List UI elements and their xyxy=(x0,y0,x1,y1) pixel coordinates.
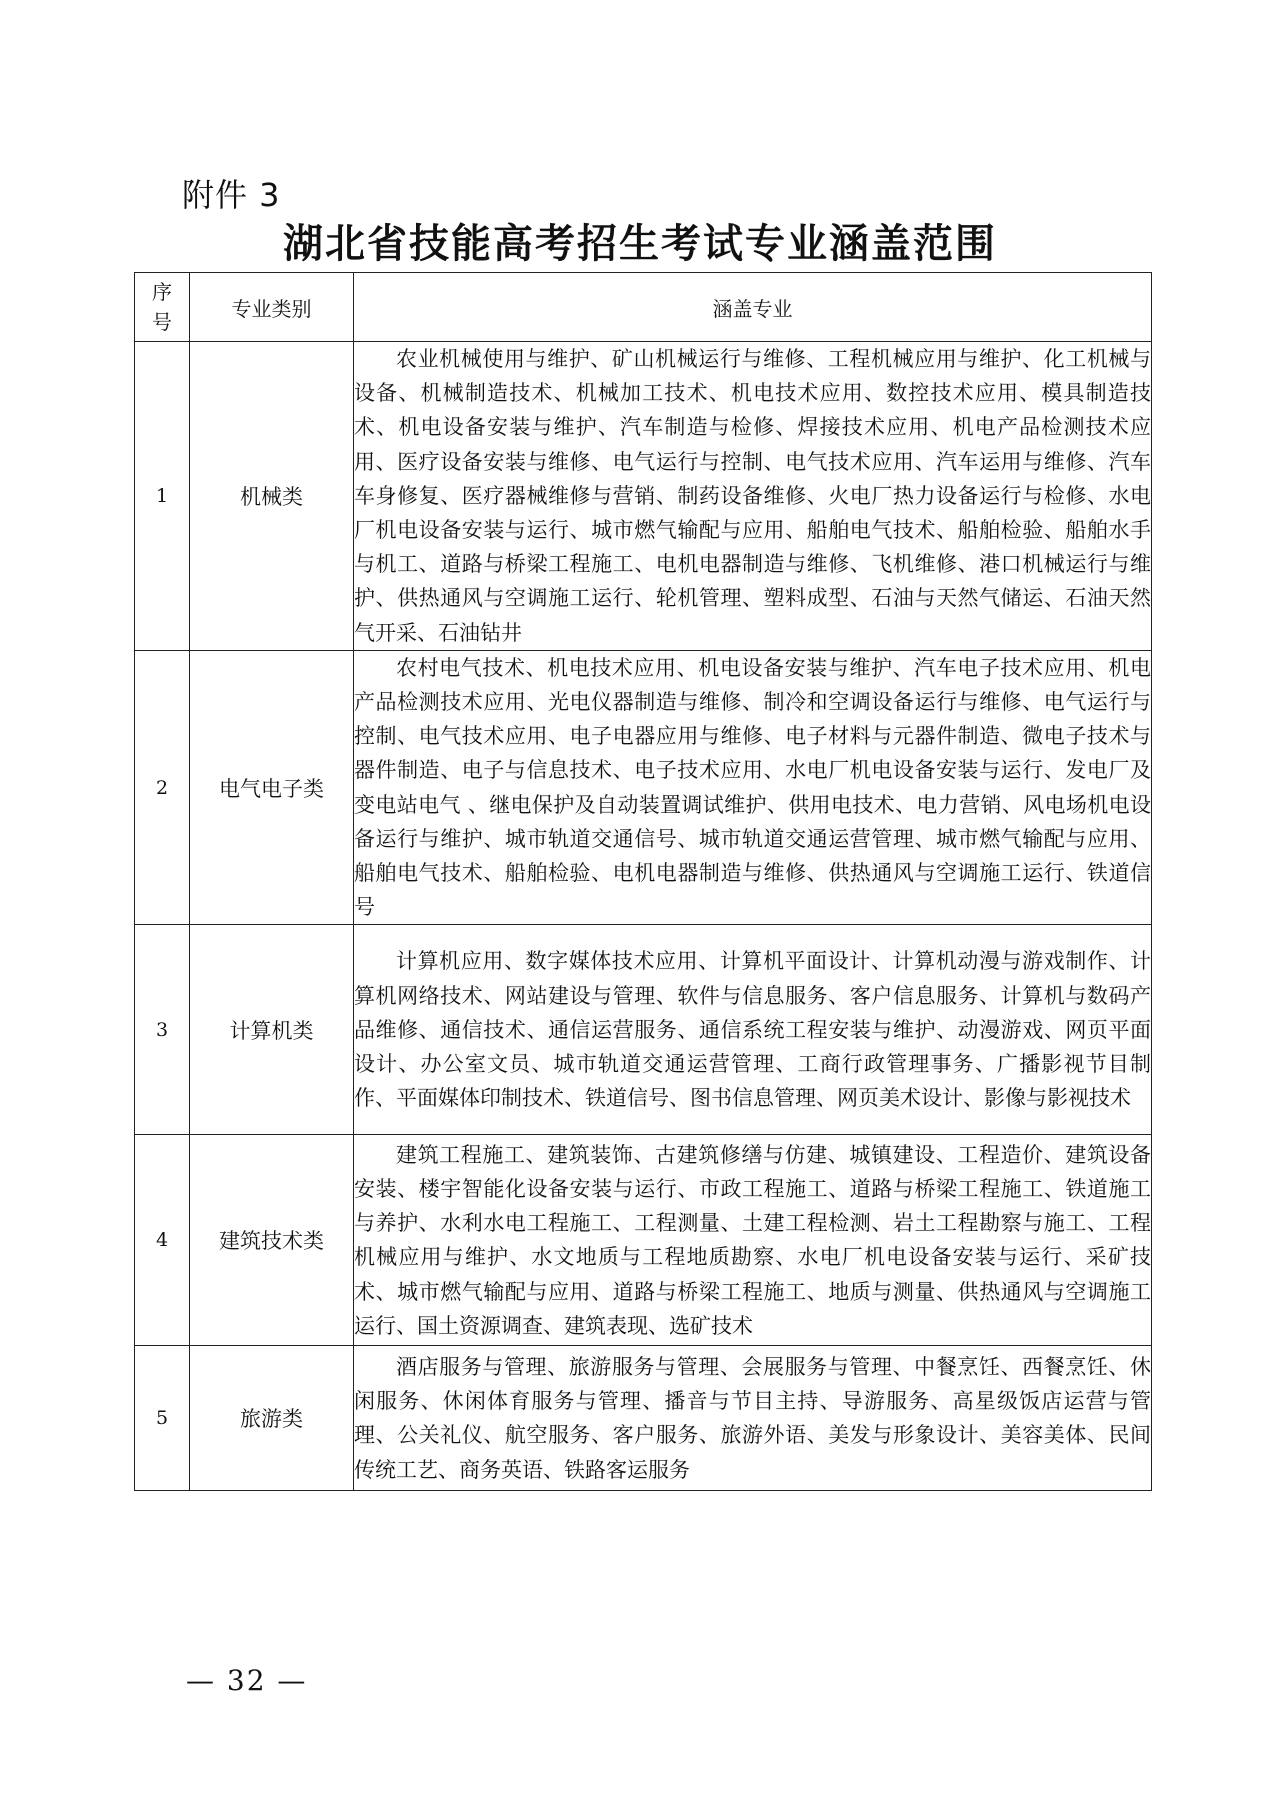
table-row xyxy=(135,925,1152,1135)
row-category: 计算机类 xyxy=(190,925,354,1135)
table-row xyxy=(135,650,1152,925)
row-number: 4 xyxy=(135,1135,190,1346)
row-category: 机械类 xyxy=(190,342,354,651)
row-category: 旅游类 xyxy=(190,1346,354,1491)
column-header-category: 专业类别 xyxy=(190,273,354,342)
row-category: 建筑技术类 xyxy=(190,1135,354,1346)
row-scope: 农业机械使用与维护、矿山机械运行与维修、工程机械应用与维护、化工机械与设备、机械制造技术、机械加工技术、机电技术应用、数控技术应用、模具制造技术、机电设备安装与维护、汽车制造与检修、焊接技术应用、机电产品检测技术应用、医疗设备安装与维修、电气运行与控制、电气技术应用、汽车运用与维修、汽车车身修复、医疗器械维修与营销、制药设备维修、火电厂热力设备运行与检修、水电厂机电设备安装与运行、城市燃气输配与应用、船舶电气技术、船舶检验、船舶水手与机工、道路与桥梁工程施工、电机电器制造与维修、飞机维修、港口机械运行与维护、供热通风与空调施工运行、轮机管理、塑料成型、石油与天然气储运、石油天然气开采、石油钻井 xyxy=(354,342,1152,651)
row-number: 1 xyxy=(135,342,190,651)
row-scope: 计算机应用、数字媒体技术应用、计算机平面设计、计算机动漫与游戏制作、计算机网络技术、网站建设与管理、软件与信息服务、客户信息服务、计算机与数码产品维修、通信技术、通信运营服务、通信系统工程安装与维护、动漫游戏、网页平面设计、办公室文员、城市轨道交通运营管理、工商行政管理事务、广播影视节目制作、平面媒体印制技术、铁道信号、图书信息管理、网页美术设计、影像与影视技术 xyxy=(354,925,1152,1135)
row-number: 2 xyxy=(135,650,190,925)
table-row xyxy=(135,1135,1152,1346)
column-header-scope: 涵盖专业 xyxy=(354,273,1152,342)
row-number: 3 xyxy=(135,925,190,1135)
majors-table xyxy=(134,272,1152,1491)
attachment-label: 附件 3 xyxy=(182,176,281,214)
table-row xyxy=(135,342,1152,651)
row-scope: 建筑工程施工、建筑装饰、古建筑修缮与仿建、城镇建设、工程造价、建筑设备安装、楼宇智能化设备安装与运行、市政工程施工、道路与桥梁工程施工、铁道施工与养护、水利水电工程施工、工程测量、土建工程检测、岩土工程勘察与施工、工程机械应用与维护、水文地质与工程地质勘察、水电厂机电设备安装与运行、采矿技术、城市燃气输配与应用、道路与桥梁工程施工、地质与测量、供热通风与空调施工运行、国土资源调查、建筑表现、选矿技术 xyxy=(354,1135,1152,1346)
row-scope: 酒店服务与管理、旅游服务与管理、会展服务与管理、中餐烹饪、西餐烹饪、休闲服务、休闲体育服务与管理、播音与节目主持、导游服务、高星级饭店运营与管理、公关礼仪、航空服务、客户服务、旅游外语、美发与形象设计、美容美体、民间传统工艺、商务英语、铁路客运服务 xyxy=(354,1346,1152,1491)
page-title: 湖北省技能高考招生考试专业涵盖范围 xyxy=(283,221,997,267)
table-header-row xyxy=(135,273,1152,342)
row-number: 5 xyxy=(135,1346,190,1491)
row-scope: 农村电气技术、机电技术应用、机电设备安装与维护、汽车电子技术应用、机电产品检测技术应用、光电仪器制造与维修、制冷和空调设备运行与维修、电气运行与控制、电气技术应用、电子电器应用与维修、电子材料与元器件制造、微电子技术与器件制造、电子与信息技术、电子技术应用、水电厂机电设备安装与运行、发电厂及变电站电气 、继电保护及自动装置调试维护、供用电技术、电力营销、风电场机电设备运行与维护、城市轨道交通信号、城市轨道交通运营管理、城市燃气输配与应用、船舶电气技术、船舶检验、电机电器制造与维修、供热通风与空调施工运行、铁道信号 xyxy=(354,650,1152,925)
column-header-no: 序号 xyxy=(135,273,190,342)
table-row xyxy=(135,1346,1152,1491)
page-number: — 32 — xyxy=(186,1664,308,1697)
row-category: 电气电子类 xyxy=(190,650,354,925)
